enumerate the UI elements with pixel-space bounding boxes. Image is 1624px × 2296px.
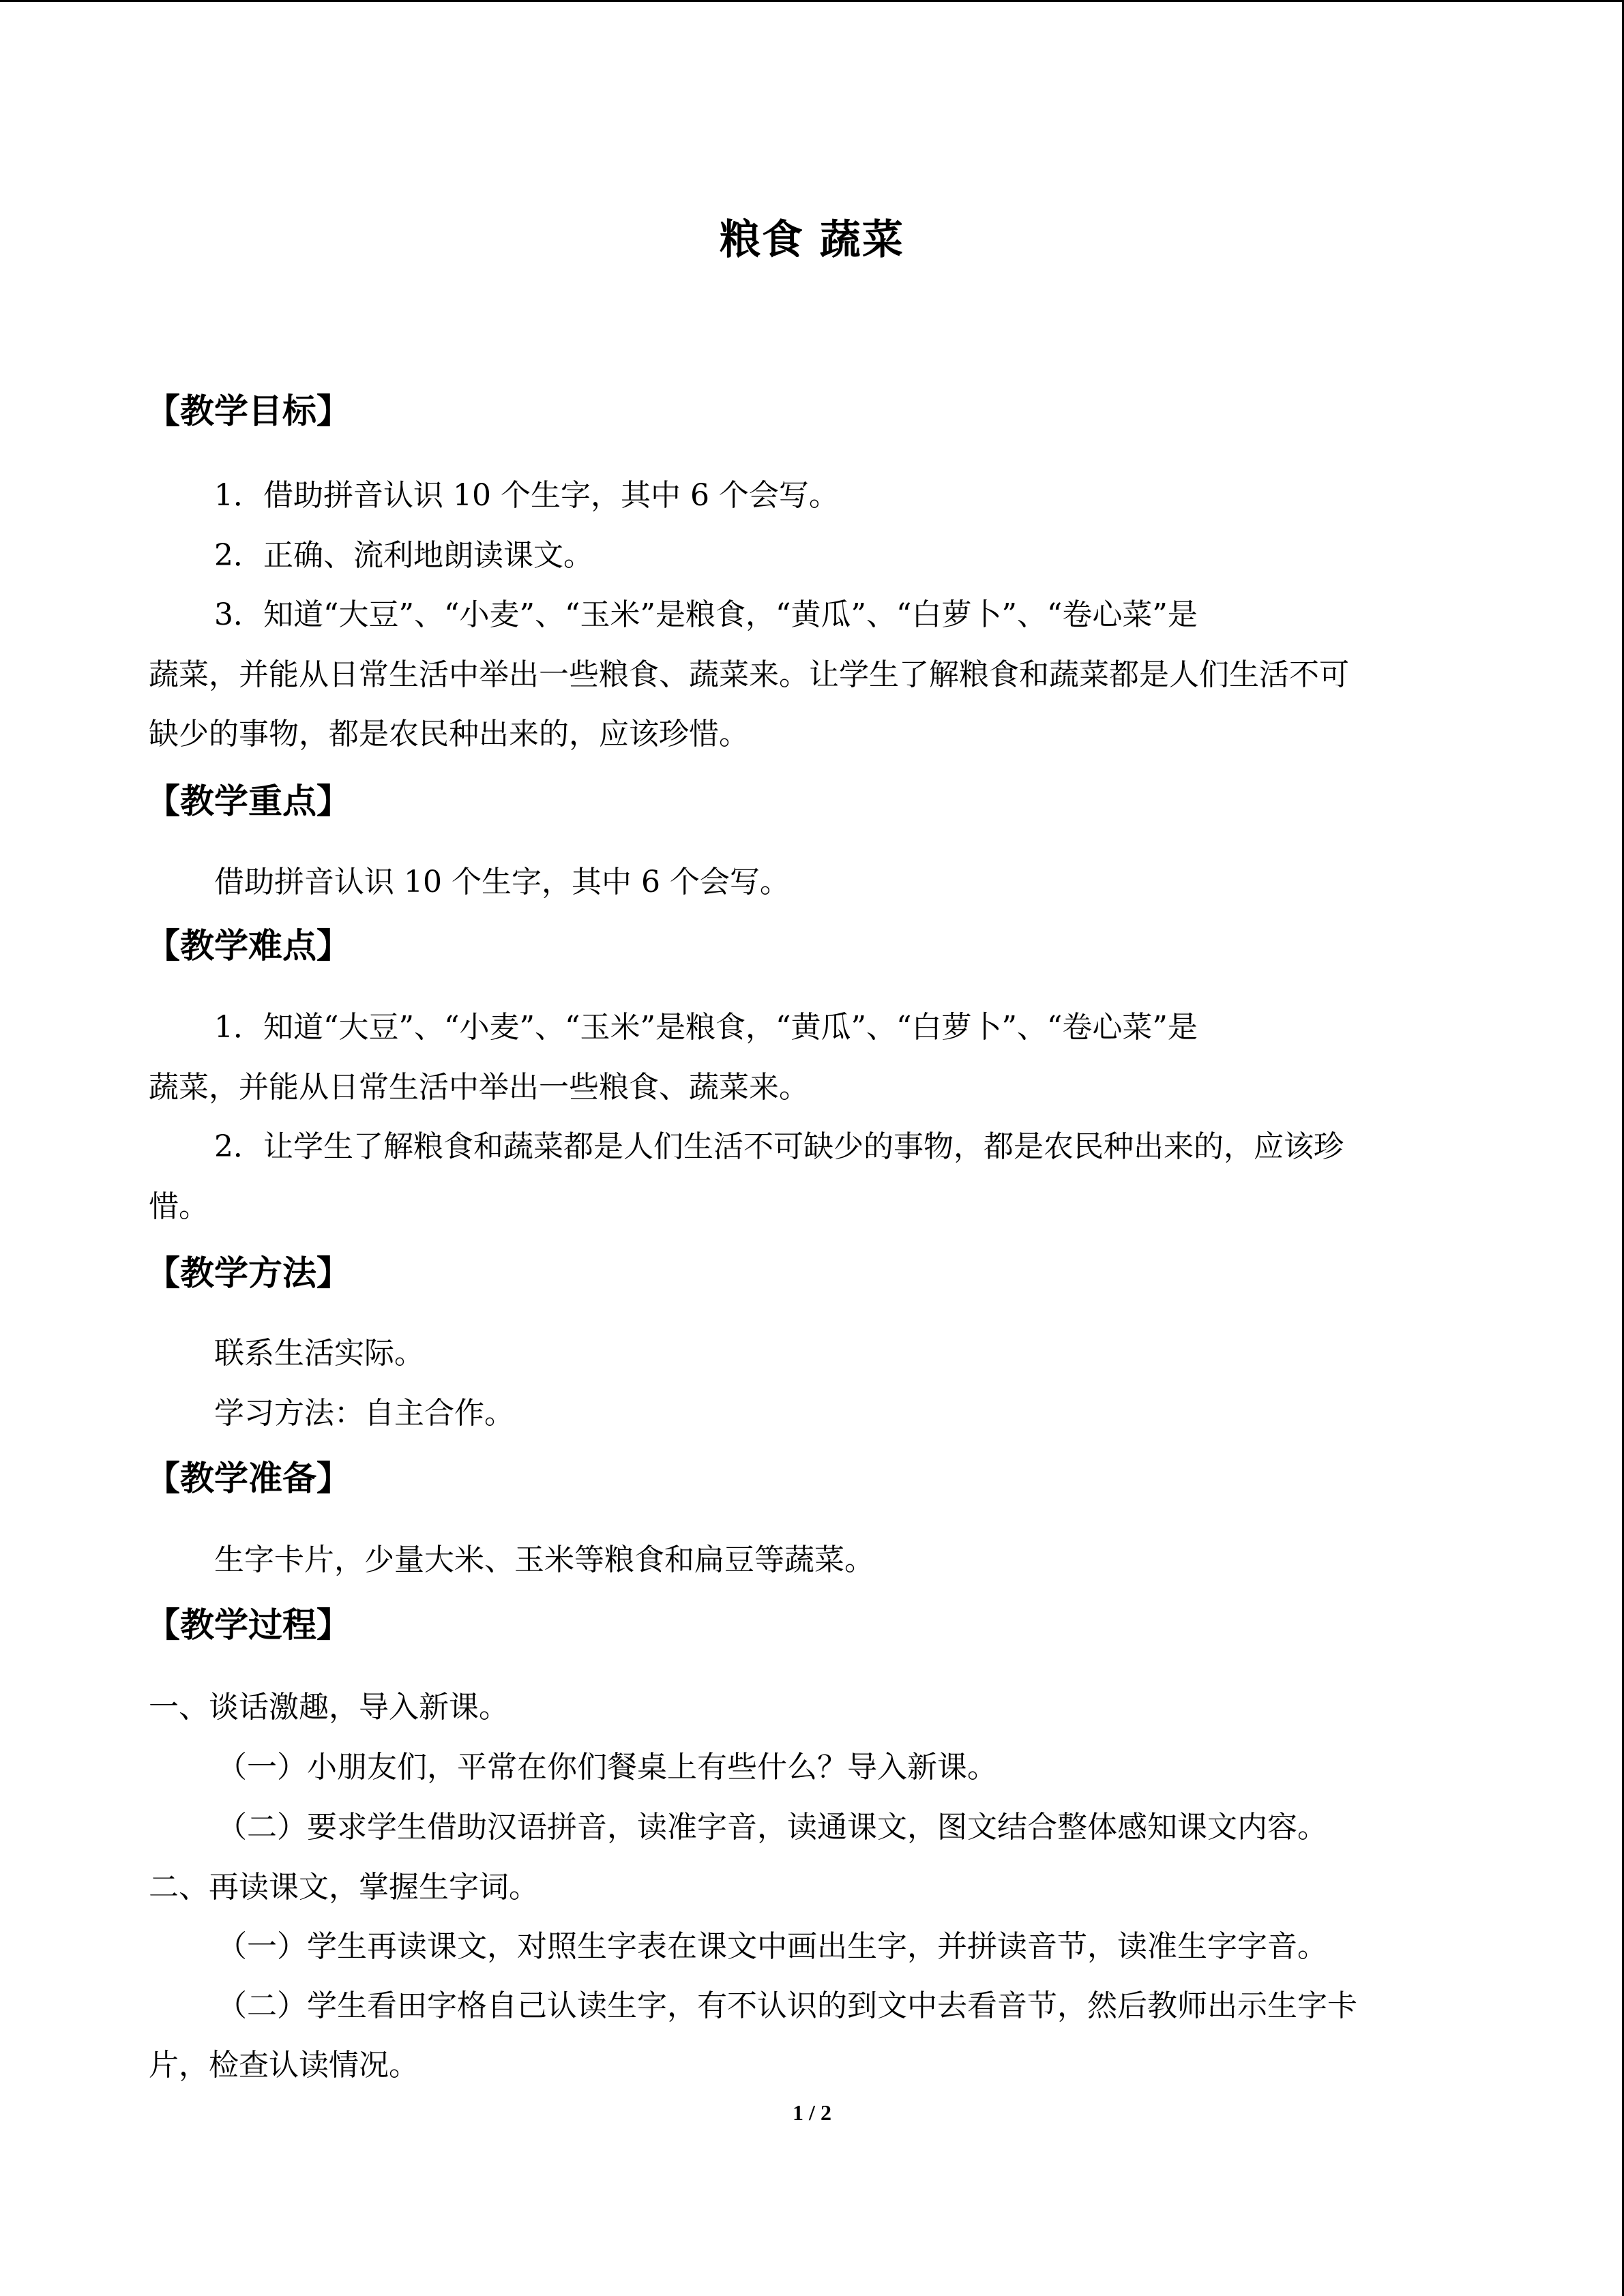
objectives-line: 缺少的事物，都是农民种出来的，应该珍惜。 [149,717,749,751]
document-title: 粮食 蔬菜 [720,216,904,264]
methods-line: 联系生活实际。 [214,1336,424,1371]
difficulties-line: 蔬菜，并能从日常生活中举出一些粮食、蔬菜来。 [149,1070,809,1105]
objectives-line: 蔬菜，并能从日常生活中举出一些粮食、蔬菜来。让学生了解粮食和蔬菜都是人们生活不可 [149,657,1349,692]
objectives-line: 3．知道“大豆”、“小麦”、“玉米”是粮食，“黄瓜”、“白萝卜”、“卷心菜”是 [214,597,1198,632]
difficulties-line: 惜。 [149,1189,209,1224]
process-line: 一、谈话激趣，导入新课。 [149,1690,509,1725]
process-line: （一）学生再读课文，对照生字表在课文中画出生字，并拼读音节，读准生字字音。 [217,1929,1327,1964]
difficulties-line: 1．知道“大豆”、“小麦”、“玉米”是粮食，“黄瓜”、“白萝卜”、“卷心菜”是 [214,1010,1198,1045]
preparation-line: 生字卡片，少量大米、玉米等粮食和扁豆等蔬菜。 [214,1542,874,1577]
objectives-line: 2．正确、流利地朗读课文。 [214,538,593,573]
heading-objectives: 【教学目标】 [146,391,351,431]
heading-difficulties: 【教学难点】 [146,926,351,966]
heading-process: 【教学过程】 [146,1605,351,1645]
heading-key-points: 【教学重点】 [146,781,351,821]
process-line: 片，检查认读情况。 [149,2048,419,2083]
key-points-line: 借助拼音认识 10 个生字，其中 6 个会写。 [214,865,790,899]
process-line: （二）要求学生借助汉语拼音，读准字音，读通课文，图文结合整体感知课文内容。 [217,1810,1327,1845]
methods-line: 学习方法：自主合作。 [214,1396,514,1431]
process-line: （一）小朋友们，平常在你们餐桌上有些什么？导入新课。 [217,1750,997,1785]
page-number: 1 / 2 [793,2100,831,2125]
process-line: 二、再读课文，掌握生字词。 [149,1870,539,1905]
heading-preparation: 【教学准备】 [146,1459,351,1498]
objectives-line: 1．借助拼音认识 10 个生字，其中 6 个会写。 [214,478,839,513]
process-line: （二）学生看田字格自己认读生字，有不认识的到文中去看音节，然后教师出示生字卡 [217,1988,1357,2023]
heading-methods: 【教学方法】 [146,1253,351,1293]
difficulties-line: 2．让学生了解粮食和蔬菜都是人们生活不可缺少的事物，都是农民种出来的，应该珍 [214,1129,1344,1164]
